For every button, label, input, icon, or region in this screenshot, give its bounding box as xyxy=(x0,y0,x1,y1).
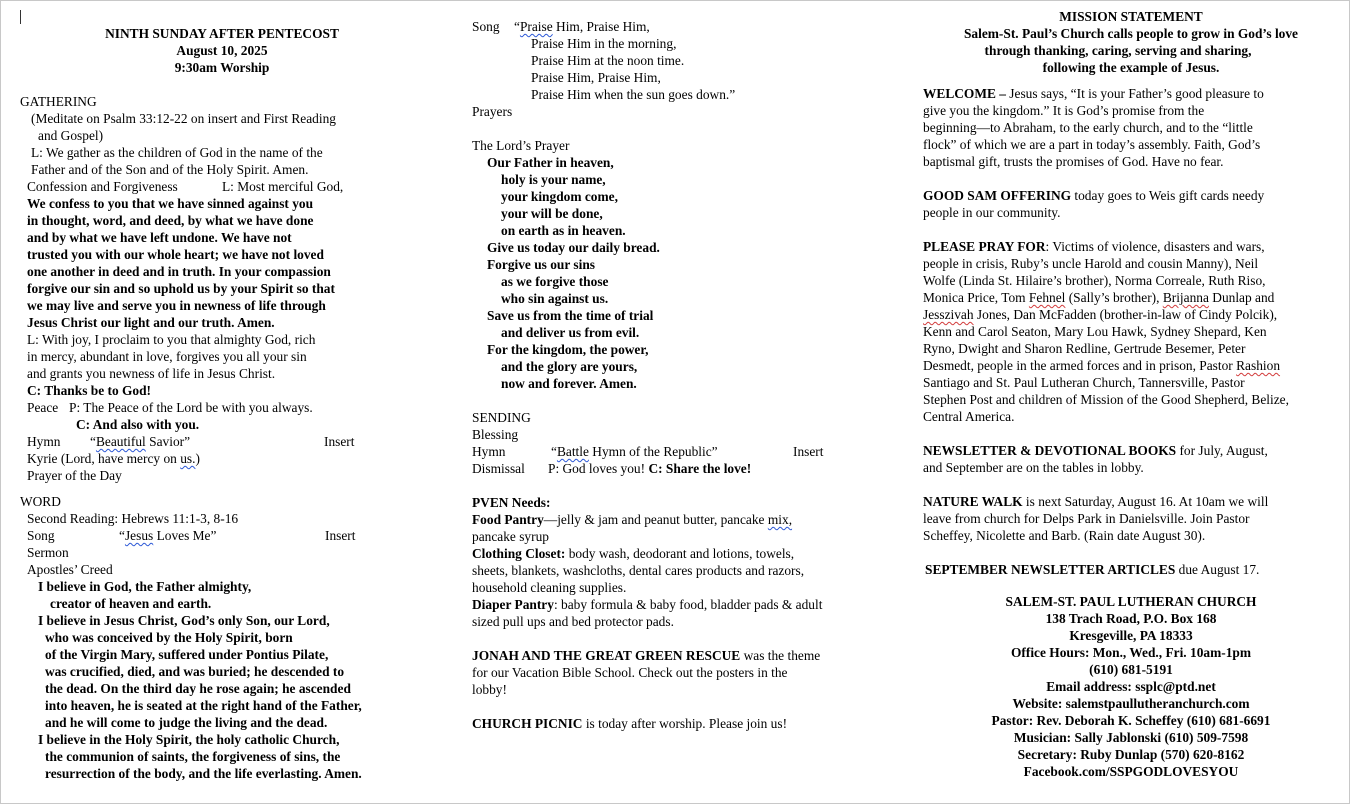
prayer-list-line: people in crisis, Ruby’s uncle Harold and cousin Manny), Neil xyxy=(923,256,1259,271)
praise-song-line: Song “Praise Him, Praise Him, xyxy=(472,19,650,34)
mission-line: following the example of Jesus. xyxy=(1042,60,1220,75)
lords-prayer-line: on earth as in heaven. xyxy=(501,223,626,238)
creed-heading: Apostles’ Creed xyxy=(27,562,113,577)
clothing-closet-line: household cleaning supplies. xyxy=(472,580,627,595)
meditate-note: (Meditate on Psalm 33:12-22 on insert and First Reading xyxy=(31,111,336,126)
good-sam-line: people in our community. xyxy=(923,205,1061,220)
lords-prayer-line: who sin against us. xyxy=(501,291,609,306)
mission-line: through thanking, caring, serving and sharing, xyxy=(984,43,1252,58)
prayers: Prayers xyxy=(472,104,513,119)
lords-prayer-line: Forgive us our sins xyxy=(487,257,596,272)
section-word: WORD xyxy=(20,494,61,509)
diaper-pantry-line: sized pull ups and bed protector pads. xyxy=(472,614,674,629)
newsletter-line: and September are on the tables in lobby. xyxy=(923,460,1144,475)
prayer-list-line: Santiago and St. Paul Lutheran Church, Tannersville, Pastor xyxy=(923,375,1245,390)
food-pantry-line: pancake syrup xyxy=(472,529,549,544)
creed-line: I believe in God, the Father almighty, xyxy=(38,579,252,594)
absolution-line: L: With joy, I proclaim to you that almighty God, rich xyxy=(27,332,316,347)
prayer-list-line: Ryno, Dwight and Sharon Redline, Gertrude Besemer, Peter xyxy=(923,341,1246,356)
absolution-line: in mercy, abundant in love, forgives you all your sin xyxy=(27,349,307,364)
lords-prayer-line: Our Father in heaven, xyxy=(487,155,614,170)
sermon: Sermon xyxy=(27,545,69,560)
pastor-contact: Pastor: Rev. Deborah K. Scheffey (610) 681-6691 xyxy=(991,713,1271,728)
prayer-list-line: Kenn and Carol Seaton, Mary Lou Hawk, Sydney Shepard, Ken xyxy=(923,324,1267,339)
creed-line: and he will come to judge the living and the dead. xyxy=(45,715,328,730)
office-hours: Office Hours: Mon., Wed., Fri. 10am-1pm xyxy=(1010,645,1251,660)
nature-walk-line: leave from church for Delps Park in Danielsville. Join Pastor xyxy=(923,511,1250,526)
lords-prayer-line: as we forgive those xyxy=(501,274,609,289)
secretary-contact: Secretary: Ruby Dunlap (570) 620-8162 xyxy=(1017,747,1245,762)
meditate-note-cont: and Gospel) xyxy=(38,128,104,143)
creed-line: the communion of saints, the forgiveness of sins, the xyxy=(45,749,341,764)
september-articles-line: SEPTEMBER NEWSLETTER ARTICLES due August 17. xyxy=(925,562,1260,577)
creed-line: the dead. On the third day he rose again; he ascended xyxy=(45,681,351,696)
creed-line: I believe in Jesus Christ, God’s only Son, our Lord, xyxy=(38,613,330,628)
creed-line: who was conceived by the Holy Spirit, born xyxy=(45,630,293,645)
confession-line: trusted you with our whole heart; we have not loved xyxy=(27,247,324,262)
mission-line: Salem-St. Paul’s Church calls people to grow in God’s love xyxy=(963,26,1299,41)
creed-line: I believe in the Holy Spirit, the holy catholic Church, xyxy=(38,732,340,747)
praise-song-line: Praise Him when the sun goes down.” xyxy=(531,87,736,102)
creed-line: resurrection of the body, and the life everlasting. Amen. xyxy=(45,766,362,781)
column-prayers-and-sending xyxy=(472,8,892,732)
pven-heading: PVEN Needs: xyxy=(472,495,551,510)
church-email: Email address: ssplc@ptd.net xyxy=(1046,679,1216,694)
sending-hymn-line: Hymn “Battle Hymn of the Republic” Insert xyxy=(472,444,824,459)
nature-walk-line: NATURE WALK is next Saturday, August 16. At 10am we will xyxy=(923,494,1269,509)
praise-song-line: Praise Him, Praise Him, xyxy=(531,70,661,85)
food-pantry-line: Food Pantry—jelly & jam and peanut butter, pancake mix, xyxy=(472,512,793,527)
prayer-list-line: Desmedt, people in the armed forces and in prison, Pastor Rashion xyxy=(923,358,1281,373)
peace-response: C: And also with you. xyxy=(76,417,200,432)
welcome-line: flock” of which we are a part in today’s assembly. Faith, God’s xyxy=(923,137,1261,152)
confession-line: Jesus Christ our light and our truth. Amen. xyxy=(27,315,275,330)
lords-prayer-line: your will be done, xyxy=(501,206,603,221)
kyrie-line: Kyrie (Lord, have mercy on us.) xyxy=(27,451,200,466)
creed-line: into heaven, he is seated at the right hand of the Father, xyxy=(45,698,362,713)
church-city: Kresgeville, PA 18333 xyxy=(1069,628,1193,643)
facebook: Facebook.com/SSPGODLOVESYOU xyxy=(1023,764,1239,779)
bulletin-title: NINTH SUNDAY AFTER PENTECOST xyxy=(105,26,339,41)
lords-prayer-line: Give us today our daily bread. xyxy=(487,240,660,255)
thanks-response: C: Thanks be to God! xyxy=(27,383,152,398)
welcome-line: WELCOME – Jesus says, “It is your Father’s good pleasure to xyxy=(923,86,1264,101)
lords-prayer-line: and deliver us from evil. xyxy=(501,325,640,340)
mission-heading: MISSION STATEMENT xyxy=(1059,9,1203,24)
hymn-line: Hymn “Beautiful Savior” Insert xyxy=(27,434,355,449)
absolution-line: and grants you newness of life in Jesus Christ. xyxy=(27,366,276,381)
dismissal-line: Dismissal P: God loves you! C: Share the love! xyxy=(472,461,752,476)
confession-line: in thought, word, and deed, by what we have done xyxy=(27,213,314,228)
lords-prayer-line: Save us from the time of trial xyxy=(487,308,654,323)
gathering-line: Father and of the Son and of the Holy Spirit. Amen. xyxy=(31,162,309,177)
blessing: Blessing xyxy=(472,427,519,442)
section-gathering: GATHERING xyxy=(20,94,97,109)
prayer-list-line: Jesszivah Jones, Dan McFadden (brother-in-law of Cindy Polcik), xyxy=(923,307,1278,322)
picnic-announcement: CHURCH PICNIC is today after worship. Please join us! xyxy=(472,716,788,731)
lords-prayer-line: For the kingdom, the power, xyxy=(487,342,649,357)
musician-contact: Musician: Sally Jablonski (610) 509-7598 xyxy=(1013,730,1249,745)
section-sending: SENDING xyxy=(472,410,531,425)
welcome-line: beginning—to Abraham, to the early church, and to the “little xyxy=(923,120,1253,135)
church-address: 138 Trach Road, P.O. Box 168 xyxy=(1045,611,1217,626)
lords-prayer-line: now and forever. Amen. xyxy=(501,376,637,391)
confession-line: we may live and serve you in newness of life through xyxy=(27,298,326,313)
column-announcements xyxy=(923,8,1333,780)
bulletin-date: August 10, 2025 xyxy=(176,43,268,58)
prayer-list-line: PLEASE PRAY FOR: Victims of violence, disasters and wars, xyxy=(923,239,1265,254)
church-phone: (610) 681-5191 xyxy=(1089,662,1173,677)
creed-line: creator of heaven and earth. xyxy=(50,596,212,611)
creed-line: of the Virgin Mary, suffered under Pontius Pilate, xyxy=(45,647,329,662)
peace-line: Peace P: The Peace of the Lord be with you always. xyxy=(27,400,313,415)
bulletin-time: 9:30am Worship xyxy=(174,60,270,75)
creed-line: was crucified, died, and was buried; he descended to xyxy=(45,664,345,679)
welcome-line: give you the kingdom.” It is God’s promise from the xyxy=(923,103,1205,118)
church-name: SALEM-ST. PAUL LUTHERAN CHURCH xyxy=(1005,594,1257,609)
newsletter-line: NEWSLETTER & DEVOTIONAL BOOKS for July, August, xyxy=(923,443,1268,458)
vbs-announcement: for our Vacation Bible School. Check out the posters in the xyxy=(472,665,788,680)
vbs-announcement: lobby! xyxy=(472,682,507,697)
praise-song-line: Praise Him at the noon time. xyxy=(531,53,685,68)
church-website: Website: salemstpaullutheranchurch.com xyxy=(1012,696,1250,711)
lords-prayer-line: your kingdom come, xyxy=(501,189,618,204)
clothing-closet-line: sheets, blankets, washcloths, dental cares products and razors, xyxy=(472,563,805,578)
song-line: Song “Jesus Loves Me” Insert xyxy=(27,528,356,543)
prayer-list-line: Monica Price, Tom Fehnel (Sally’s brother), Brijanna Dunlap and xyxy=(923,290,1275,305)
second-reading: Second Reading: Hebrews 11:1-3, 8-16 xyxy=(27,511,239,526)
column-order-of-worship xyxy=(20,8,440,782)
confession-line: and by what we have left undone. We have not xyxy=(27,230,292,245)
diaper-pantry-line: Diaper Pantry: baby formula & baby food, bladder pads & adult xyxy=(472,597,823,612)
vbs-announcement: JONAH AND THE GREAT GREEN RESCUE was the theme xyxy=(472,648,821,663)
gathering-line: L: We gather as the children of God in the name of the xyxy=(31,145,323,160)
good-sam-line: GOOD SAM OFFERING today goes to Weis gift cards needy xyxy=(923,188,1265,203)
clothing-closet-line: Clothing Closet: body wash, deodorant and lotions, towels, xyxy=(472,546,795,561)
prayer-list-line: Wolfe (Linda St. Hilaire’s brother), Norma Correale, Ruth Riso, xyxy=(923,273,1266,288)
lords-prayer-heading: The Lord’s Prayer xyxy=(472,138,570,153)
confession-line: forgive our sin and so uphold us by your Spirit so that xyxy=(27,281,335,296)
lords-prayer-line: and the glory are yours, xyxy=(501,359,638,374)
lords-prayer-line: holy is your name, xyxy=(501,172,606,187)
praise-song-line: Praise Him in the morning, xyxy=(531,36,677,51)
nature-walk-line: Scheffey, Nicolette and Barb. (Rain date August 30). xyxy=(923,528,1206,543)
welcome-line: baptismal gift, trusts the promises of God. Have no fear. xyxy=(923,154,1224,169)
confession-heading: Confession and Forgiveness L: Most merciful God, xyxy=(27,179,344,194)
confession-line: We confess to you that we have sinned against you xyxy=(27,196,314,211)
prayer-list-line: Stephen Post and children of Mission of the Good Shepherd, Belize, xyxy=(923,392,1289,407)
confession-line: one another in deed and in truth. In your compassion xyxy=(27,264,331,279)
prayer-list-line: Central America. xyxy=(923,409,1015,424)
prayer-of-the-day: Prayer of the Day xyxy=(27,468,122,483)
